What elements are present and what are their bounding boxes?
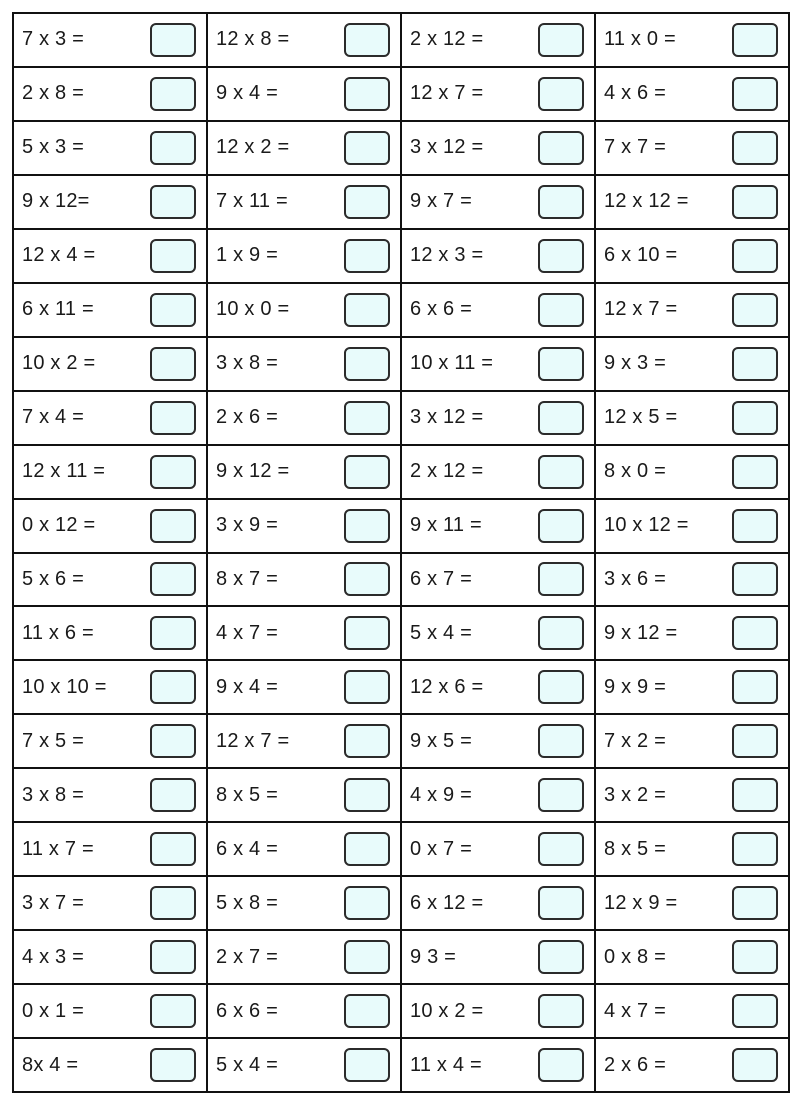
problem-cell — [208, 985, 400, 1039]
answer-input[interactable] — [150, 401, 196, 435]
answer-input[interactable] — [150, 778, 196, 812]
problem-cell — [596, 769, 788, 823]
problem-cell — [596, 122, 788, 176]
problem-cell — [208, 14, 400, 68]
answer-input[interactable] — [344, 1048, 390, 1082]
answer-input[interactable] — [732, 994, 778, 1028]
problem-cell — [208, 877, 400, 931]
problem-expression: 9 x 4 = — [216, 82, 278, 105]
problem-cell — [596, 338, 788, 392]
problem-cell — [402, 554, 594, 608]
problem-cell — [402, 877, 594, 931]
problem-expression: 6 x 10 = — [604, 244, 678, 267]
answer-input[interactable] — [538, 562, 584, 596]
answer-input[interactable] — [344, 509, 390, 543]
answer-input[interactable] — [344, 77, 390, 111]
problem-expression: 7 x 5 = — [22, 729, 84, 752]
problem-cell — [596, 715, 788, 769]
answer-input[interactable] — [150, 185, 196, 219]
problem-cell — [14, 931, 206, 985]
problem-cell — [14, 122, 206, 176]
problem-expression: 4 x 6 = — [604, 82, 666, 105]
problem-expression: 12 x 9 = — [604, 891, 678, 914]
problem-cell — [208, 338, 400, 392]
problem-cell — [14, 68, 206, 122]
answer-input[interactable] — [344, 778, 390, 812]
answer-input[interactable] — [538, 778, 584, 812]
problem-cell — [596, 284, 788, 338]
answer-input[interactable] — [538, 77, 584, 111]
answer-input[interactable] — [538, 347, 584, 381]
answer-input[interactable] — [732, 670, 778, 704]
problem-expression: 3 x 9 = — [216, 514, 278, 537]
problem-expression: 8 x 5 = — [216, 783, 278, 806]
problem-cell — [596, 554, 788, 608]
answer-input[interactable] — [538, 1048, 584, 1082]
answer-input[interactable] — [150, 886, 196, 920]
problem-expression: 8 x 5 = — [604, 837, 666, 860]
problem-expression: 7 x 2 = — [604, 729, 666, 752]
problem-cell — [14, 769, 206, 823]
answer-input[interactable] — [538, 724, 584, 758]
problem-grid — [12, 12, 790, 1093]
problem-cell — [596, 985, 788, 1039]
answer-input[interactable] — [732, 401, 778, 435]
problem-expression: 5 x 3 = — [22, 136, 84, 159]
answer-input[interactable] — [732, 77, 778, 111]
problem-expression: 4 x 7 = — [604, 999, 666, 1022]
problem-expression: 0 x 7 = — [410, 837, 472, 860]
problem-cell — [402, 500, 594, 554]
problem-cell — [14, 446, 206, 500]
problem-expression: 12 x 6 = — [410, 675, 484, 698]
problem-cell — [14, 1039, 206, 1093]
problem-cell — [596, 446, 788, 500]
answer-input[interactable] — [344, 832, 390, 866]
answer-input[interactable] — [344, 886, 390, 920]
answer-input[interactable] — [538, 994, 584, 1028]
answer-input[interactable] — [538, 509, 584, 543]
problem-cell — [596, 877, 788, 931]
problem-expression: 11 x 0 = — [604, 28, 676, 51]
answer-input[interactable] — [150, 832, 196, 866]
problem-expression: 12 x 12 = — [604, 190, 689, 213]
problem-expression: 4 x 9 = — [410, 783, 472, 806]
problem-cell — [14, 877, 206, 931]
problem-cell — [14, 338, 206, 392]
problem-expression: 3 x 12 = — [410, 406, 484, 429]
problem-expression: 6 x 12 = — [410, 891, 484, 914]
problem-cell — [208, 500, 400, 554]
answer-input[interactable] — [150, 131, 196, 165]
answer-input[interactable] — [732, 509, 778, 543]
answer-input[interactable] — [344, 239, 390, 273]
answer-input[interactable] — [538, 455, 584, 489]
problem-expression: 3 x 8 = — [216, 352, 278, 375]
answer-input[interactable] — [732, 940, 778, 974]
problem-expression: 3 x 7 = — [22, 891, 84, 914]
answer-input[interactable] — [732, 886, 778, 920]
problem-expression: 0 x 8 = — [604, 945, 666, 968]
problem-expression: 12 x 7 = — [216, 729, 290, 752]
problem-expression: 9 3 = — [410, 945, 457, 968]
answer-input[interactable] — [150, 616, 196, 650]
answer-input[interactable] — [344, 185, 390, 219]
answer-input[interactable] — [344, 131, 390, 165]
problem-expression: 9 x 9 = — [604, 675, 666, 698]
answer-input[interactable] — [732, 23, 778, 57]
problem-cell — [208, 176, 400, 230]
answer-input[interactable] — [732, 131, 778, 165]
answer-input[interactable] — [538, 293, 584, 327]
answer-input[interactable] — [344, 994, 390, 1028]
answer-input[interactable] — [732, 455, 778, 489]
problem-expression: 10 x 2 = — [410, 999, 484, 1022]
problem-cell — [208, 68, 400, 122]
problem-cell — [402, 122, 594, 176]
problem-expression: 0 x 1 = — [22, 999, 84, 1022]
answer-input[interactable] — [732, 616, 778, 650]
answer-input[interactable] — [344, 347, 390, 381]
answer-input[interactable] — [344, 293, 390, 327]
answer-input[interactable] — [344, 724, 390, 758]
problem-cell — [208, 1039, 400, 1093]
problem-expression: 12 x 8 = — [216, 28, 290, 51]
problem-expression: 10 x 10 = — [22, 675, 107, 698]
problem-expression: 8 x 7 = — [216, 567, 278, 590]
problem-expression: 10 x 0 = — [216, 298, 290, 321]
answer-input[interactable] — [344, 562, 390, 596]
answer-input[interactable] — [150, 940, 196, 974]
problem-expression: 2 x 7 = — [216, 945, 278, 968]
problem-expression: 9 x 12 = — [604, 621, 678, 644]
problem-cell — [14, 554, 206, 608]
answer-input[interactable] — [732, 562, 778, 596]
answer-input[interactable] — [150, 562, 196, 596]
problem-cell — [14, 14, 206, 68]
problem-cell — [596, 68, 788, 122]
answer-input[interactable] — [150, 239, 196, 273]
problem-cell — [596, 14, 788, 68]
problem-expression: 12 x 3 = — [410, 244, 484, 267]
answer-input[interactable] — [150, 994, 196, 1028]
problem-expression: 4 x 3 = — [22, 945, 84, 968]
problem-cell — [596, 931, 788, 985]
problem-expression: 7 x 4 = — [22, 406, 84, 429]
problem-cell — [402, 931, 594, 985]
problem-cell — [402, 715, 594, 769]
problem-expression: 2 x 12 = — [410, 28, 484, 51]
problem-expression: 8x 4 = — [22, 1053, 79, 1076]
problem-cell — [208, 446, 400, 500]
problem-expression: 3 x 6 = — [604, 567, 666, 590]
answer-input[interactable] — [538, 239, 584, 273]
problem-cell — [208, 931, 400, 985]
answer-input[interactable] — [150, 347, 196, 381]
answer-input[interactable] — [732, 1048, 778, 1082]
problem-cell — [208, 122, 400, 176]
problem-expression: 3 x 8 = — [22, 783, 84, 806]
problem-cell — [596, 607, 788, 661]
problem-cell — [208, 769, 400, 823]
problem-expression: 11 x 4 = — [410, 1053, 482, 1076]
answer-input[interactable] — [538, 401, 584, 435]
problem-cell — [208, 284, 400, 338]
problem-cell — [402, 661, 594, 715]
problem-expression: 5 x 8 = — [216, 891, 278, 914]
answer-input[interactable] — [732, 832, 778, 866]
answer-input[interactable] — [150, 23, 196, 57]
problem-expression: 6 x 6 = — [410, 298, 472, 321]
problem-cell — [14, 230, 206, 284]
problem-cell — [402, 446, 594, 500]
answer-input[interactable] — [538, 832, 584, 866]
problem-column-1 — [14, 14, 208, 1093]
answer-input[interactable] — [732, 347, 778, 381]
problem-cell — [596, 392, 788, 446]
problem-expression: 9 x 12= — [22, 190, 90, 213]
problem-cell — [208, 715, 400, 769]
answer-input[interactable] — [732, 185, 778, 219]
problem-cell — [402, 985, 594, 1039]
problem-expression: 12 x 2 = — [216, 136, 290, 159]
problem-column-3 — [402, 14, 596, 1093]
problem-cell — [14, 607, 206, 661]
problem-cell — [596, 661, 788, 715]
problem-cell — [596, 500, 788, 554]
answer-input[interactable] — [150, 293, 196, 327]
problem-cell — [402, 1039, 594, 1093]
problem-cell — [402, 392, 594, 446]
answer-input[interactable] — [344, 616, 390, 650]
problem-expression: 10 x 12 = — [604, 514, 689, 537]
problem-expression: 8 x 0 = — [604, 460, 666, 483]
problem-expression: 7 x 3 = — [22, 28, 84, 51]
problem-expression: 6 x 11 = — [22, 298, 94, 321]
problem-expression: 12 x 7 = — [604, 298, 678, 321]
problem-cell — [14, 500, 206, 554]
problem-expression: 10 x 11 = — [410, 352, 494, 375]
problem-expression: 7 x 11 = — [216, 190, 288, 213]
problem-expression: 7 x 7 = — [604, 136, 666, 159]
problem-expression: 3 x 2 = — [604, 783, 666, 806]
problem-expression: 0 x 12 = — [22, 514, 96, 537]
problem-expression: 2 x 8 = — [22, 82, 84, 105]
problem-cell — [14, 176, 206, 230]
problem-expression: 5 x 4 = — [216, 1053, 278, 1076]
problem-expression: 9 x 4 = — [216, 675, 278, 698]
problem-expression: 12 x 11 = — [22, 460, 106, 483]
problem-cell — [14, 392, 206, 446]
answer-input[interactable] — [150, 670, 196, 704]
answer-input[interactable] — [150, 1048, 196, 1082]
problem-cell — [402, 68, 594, 122]
problem-cell — [402, 14, 594, 68]
problem-expression: 6 x 7 = — [410, 567, 472, 590]
answer-input[interactable] — [538, 616, 584, 650]
answer-input[interactable] — [538, 670, 584, 704]
problem-expression: 12 x 5 = — [604, 406, 678, 429]
problem-expression: 5 x 4 = — [410, 621, 472, 644]
problem-expression: 5 x 6 = — [22, 567, 84, 590]
problem-expression: 3 x 12 = — [410, 136, 484, 159]
problem-cell — [596, 1039, 788, 1093]
problem-expression: 9 x 11 = — [410, 514, 482, 537]
problem-expression: 11 x 6 = — [22, 621, 94, 644]
problem-cell — [402, 607, 594, 661]
problem-expression: 6 x 6 = — [216, 999, 278, 1022]
answer-input[interactable] — [732, 778, 778, 812]
problem-expression: 1 x 9 = — [216, 244, 278, 267]
problem-cell — [208, 661, 400, 715]
answer-input[interactable] — [732, 724, 778, 758]
answer-input[interactable] — [150, 455, 196, 489]
problem-cell — [402, 284, 594, 338]
problem-cell — [208, 392, 400, 446]
answer-input[interactable] — [344, 940, 390, 974]
problem-expression: 9 x 3 = — [604, 352, 666, 375]
problem-expression: 12 x 7 = — [410, 82, 484, 105]
problem-cell — [208, 230, 400, 284]
problem-cell — [208, 823, 400, 877]
problem-cell — [14, 661, 206, 715]
answer-input[interactable] — [538, 886, 584, 920]
problem-expression: 2 x 6 = — [216, 406, 278, 429]
problem-cell — [596, 230, 788, 284]
problem-cell — [14, 715, 206, 769]
problem-cell — [14, 985, 206, 1039]
problem-cell — [402, 338, 594, 392]
answer-input[interactable] — [150, 77, 196, 111]
problem-cell — [596, 176, 788, 230]
answer-input[interactable] — [538, 23, 584, 57]
problem-expression: 6 x 4 = — [216, 837, 278, 860]
answer-input[interactable] — [538, 185, 584, 219]
problem-expression: 10 x 2 = — [22, 352, 96, 375]
problem-expression: 9 x 7 = — [410, 190, 472, 213]
problem-expression: 9 x 12 = — [216, 460, 290, 483]
problem-cell — [402, 823, 594, 877]
problem-cell — [14, 284, 206, 338]
problem-expression: 2 x 12 = — [410, 460, 484, 483]
problem-column-4 — [596, 14, 790, 1093]
answer-input[interactable] — [344, 23, 390, 57]
answer-input[interactable] — [538, 940, 584, 974]
problem-cell — [596, 823, 788, 877]
answer-input[interactable] — [150, 724, 196, 758]
problem-expression: 12 x 4 = — [22, 244, 96, 267]
problem-expression: 11 x 7 = — [22, 837, 94, 860]
answer-input[interactable] — [150, 509, 196, 543]
problem-expression: 2 x 6 = — [604, 1053, 666, 1076]
answer-input[interactable] — [344, 401, 390, 435]
problem-cell — [208, 607, 400, 661]
answer-input[interactable] — [538, 131, 584, 165]
problem-cell — [14, 823, 206, 877]
problem-cell — [208, 554, 400, 608]
answer-input[interactable] — [732, 239, 778, 273]
problem-cell — [402, 769, 594, 823]
problem-expression: 9 x 5 = — [410, 729, 472, 752]
problem-column-2 — [208, 14, 402, 1093]
answer-input[interactable] — [344, 670, 390, 704]
problem-cell — [402, 176, 594, 230]
answer-input[interactable] — [732, 293, 778, 327]
answer-input[interactable] — [344, 455, 390, 489]
problem-expression: 4 x 7 = — [216, 621, 278, 644]
problem-cell — [402, 230, 594, 284]
